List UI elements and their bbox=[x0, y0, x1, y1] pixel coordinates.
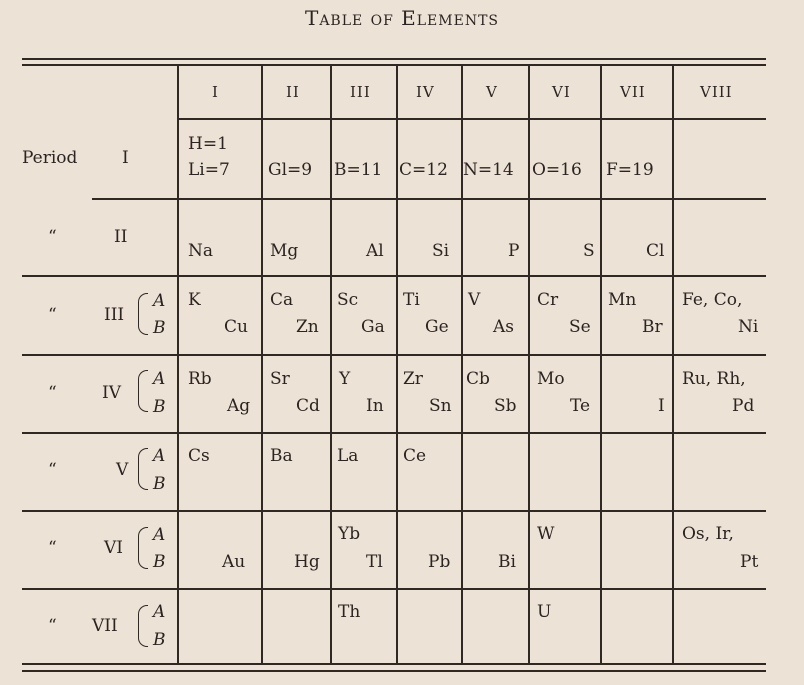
element-cell: Fe, Co, bbox=[682, 290, 743, 310]
element-cell: V bbox=[468, 290, 481, 310]
brace bbox=[138, 448, 148, 490]
row-divider bbox=[22, 510, 766, 512]
group-header: VIII bbox=[700, 83, 733, 101]
group-header: IV bbox=[416, 83, 435, 101]
element-cell: C=12 bbox=[399, 160, 448, 180]
element-cell: Zr bbox=[403, 369, 423, 389]
ditto-mark: “ bbox=[48, 227, 57, 247]
row-divider bbox=[22, 275, 766, 277]
period-label: Period bbox=[22, 148, 78, 168]
element-cell: O=16 bbox=[532, 160, 582, 180]
period-numeral: IV bbox=[102, 383, 121, 403]
subgroup-b: B bbox=[153, 318, 166, 338]
subgroup-a: A bbox=[153, 446, 166, 466]
element-cell: Cs bbox=[188, 446, 210, 466]
element-cell: Gl=9 bbox=[268, 160, 313, 180]
row-divider bbox=[178, 118, 766, 120]
group-header: VII bbox=[620, 83, 646, 101]
brace bbox=[138, 370, 148, 412]
ditto-mark: “ bbox=[48, 460, 57, 480]
page-title: Table of Elements bbox=[304, 6, 499, 30]
period-numeral: II bbox=[114, 227, 128, 247]
row-divider bbox=[22, 354, 766, 356]
subgroup-a: A bbox=[153, 369, 166, 389]
element-cell: Cu bbox=[224, 317, 248, 337]
element-cell: Sr bbox=[270, 369, 290, 389]
element-cell: Th bbox=[338, 602, 361, 622]
subgroup-b: B bbox=[153, 552, 166, 572]
ditto-mark: “ bbox=[48, 305, 57, 325]
group-header: V bbox=[486, 83, 498, 101]
col-divider bbox=[461, 65, 463, 663]
element-cell: Sn bbox=[429, 396, 452, 416]
col-divider bbox=[600, 65, 602, 663]
element-cell: Ni bbox=[738, 317, 759, 337]
element-cell: F=19 bbox=[606, 160, 654, 180]
element-cell: Ba bbox=[270, 446, 293, 466]
bottom-double-rule-1 bbox=[22, 663, 766, 665]
element-cell: Ge bbox=[425, 317, 449, 337]
row-divider bbox=[22, 588, 766, 590]
top-double-rule-2 bbox=[22, 64, 766, 66]
col-divider bbox=[528, 65, 530, 663]
subgroup-a: A bbox=[153, 291, 166, 311]
col-divider bbox=[330, 65, 332, 663]
period-numeral: III bbox=[104, 305, 125, 325]
row-divider bbox=[22, 432, 766, 434]
element-cell: Se bbox=[569, 317, 591, 337]
element-cell: Si bbox=[432, 241, 450, 261]
element-cell: W bbox=[537, 524, 555, 544]
subgroup-b: B bbox=[153, 474, 166, 494]
col-divider bbox=[672, 65, 674, 663]
element-cell: Ga bbox=[361, 317, 385, 337]
top-double-rule-1 bbox=[22, 58, 766, 60]
col-divider bbox=[261, 65, 263, 663]
row-divider bbox=[92, 198, 766, 200]
element-cell: Y bbox=[339, 369, 351, 389]
element-cell: Na bbox=[188, 241, 214, 261]
element-cell: Te bbox=[570, 396, 591, 416]
element-cell: Bi bbox=[498, 552, 516, 572]
period-numeral: VII bbox=[92, 616, 118, 636]
element-cell: Au bbox=[222, 552, 246, 572]
element-cell: Cd bbox=[296, 396, 320, 416]
element-cell: Li=7 bbox=[188, 160, 230, 180]
col-divider bbox=[177, 65, 179, 663]
element-cell: La bbox=[337, 446, 359, 466]
element-cell: Pb bbox=[428, 552, 451, 572]
element-cell: Al bbox=[366, 241, 384, 261]
bottom-double-rule-2 bbox=[22, 670, 766, 672]
element-cell: I bbox=[658, 396, 665, 416]
period-numeral: I bbox=[122, 148, 129, 168]
brace bbox=[138, 605, 148, 647]
subgroup-b: B bbox=[153, 630, 166, 650]
col-divider bbox=[396, 65, 398, 663]
element-cell: As bbox=[493, 317, 515, 337]
element-cell: Ce bbox=[403, 446, 427, 466]
subgroup-b: B bbox=[153, 397, 166, 417]
element-cell: In bbox=[366, 396, 384, 416]
element-cell: H=1 bbox=[188, 134, 228, 154]
subgroup-a: A bbox=[153, 525, 166, 545]
element-cell: P bbox=[508, 241, 520, 261]
element-cell: Cr bbox=[537, 290, 559, 310]
period-numeral: VI bbox=[104, 538, 123, 558]
element-cell: Sc bbox=[337, 290, 359, 310]
element-cell: U bbox=[537, 602, 552, 622]
element-cell: Mn bbox=[608, 290, 637, 310]
element-cell: K bbox=[188, 290, 201, 310]
element-cell: Cb bbox=[466, 369, 490, 389]
element-cell: B=11 bbox=[334, 160, 383, 180]
element-cell: Rb bbox=[188, 369, 212, 389]
group-header: VI bbox=[552, 83, 571, 101]
element-cell: Pt bbox=[740, 552, 759, 572]
element-cell: Tl bbox=[366, 552, 383, 572]
element-cell: Ti bbox=[403, 290, 420, 310]
brace bbox=[138, 527, 148, 569]
element-cell: Pd bbox=[732, 396, 755, 416]
element-cell: N=14 bbox=[463, 160, 514, 180]
group-header: III bbox=[350, 83, 371, 101]
brace bbox=[138, 293, 148, 335]
ditto-mark: “ bbox=[48, 383, 57, 403]
element-cell: Hg bbox=[294, 552, 320, 572]
element-cell: Cl bbox=[646, 241, 665, 261]
element-cell: Os, Ir, bbox=[682, 524, 734, 544]
element-cell: Zn bbox=[296, 317, 319, 337]
element-cell: S bbox=[583, 241, 595, 261]
element-cell: Mo bbox=[537, 369, 565, 389]
ditto-mark: “ bbox=[48, 538, 57, 558]
element-cell: Ag bbox=[227, 396, 251, 416]
period-numeral: V bbox=[116, 460, 129, 480]
element-cell: Yb bbox=[338, 524, 361, 544]
element-cell: Mg bbox=[270, 241, 299, 261]
element-cell: Ca bbox=[270, 290, 294, 310]
ditto-mark: “ bbox=[48, 616, 57, 636]
group-header: II bbox=[286, 83, 300, 101]
group-header: I bbox=[212, 83, 219, 101]
element-cell: Ru, Rh, bbox=[682, 369, 746, 389]
subgroup-a: A bbox=[153, 602, 166, 622]
element-cell: Br bbox=[642, 317, 663, 337]
element-cell: Sb bbox=[494, 396, 517, 416]
